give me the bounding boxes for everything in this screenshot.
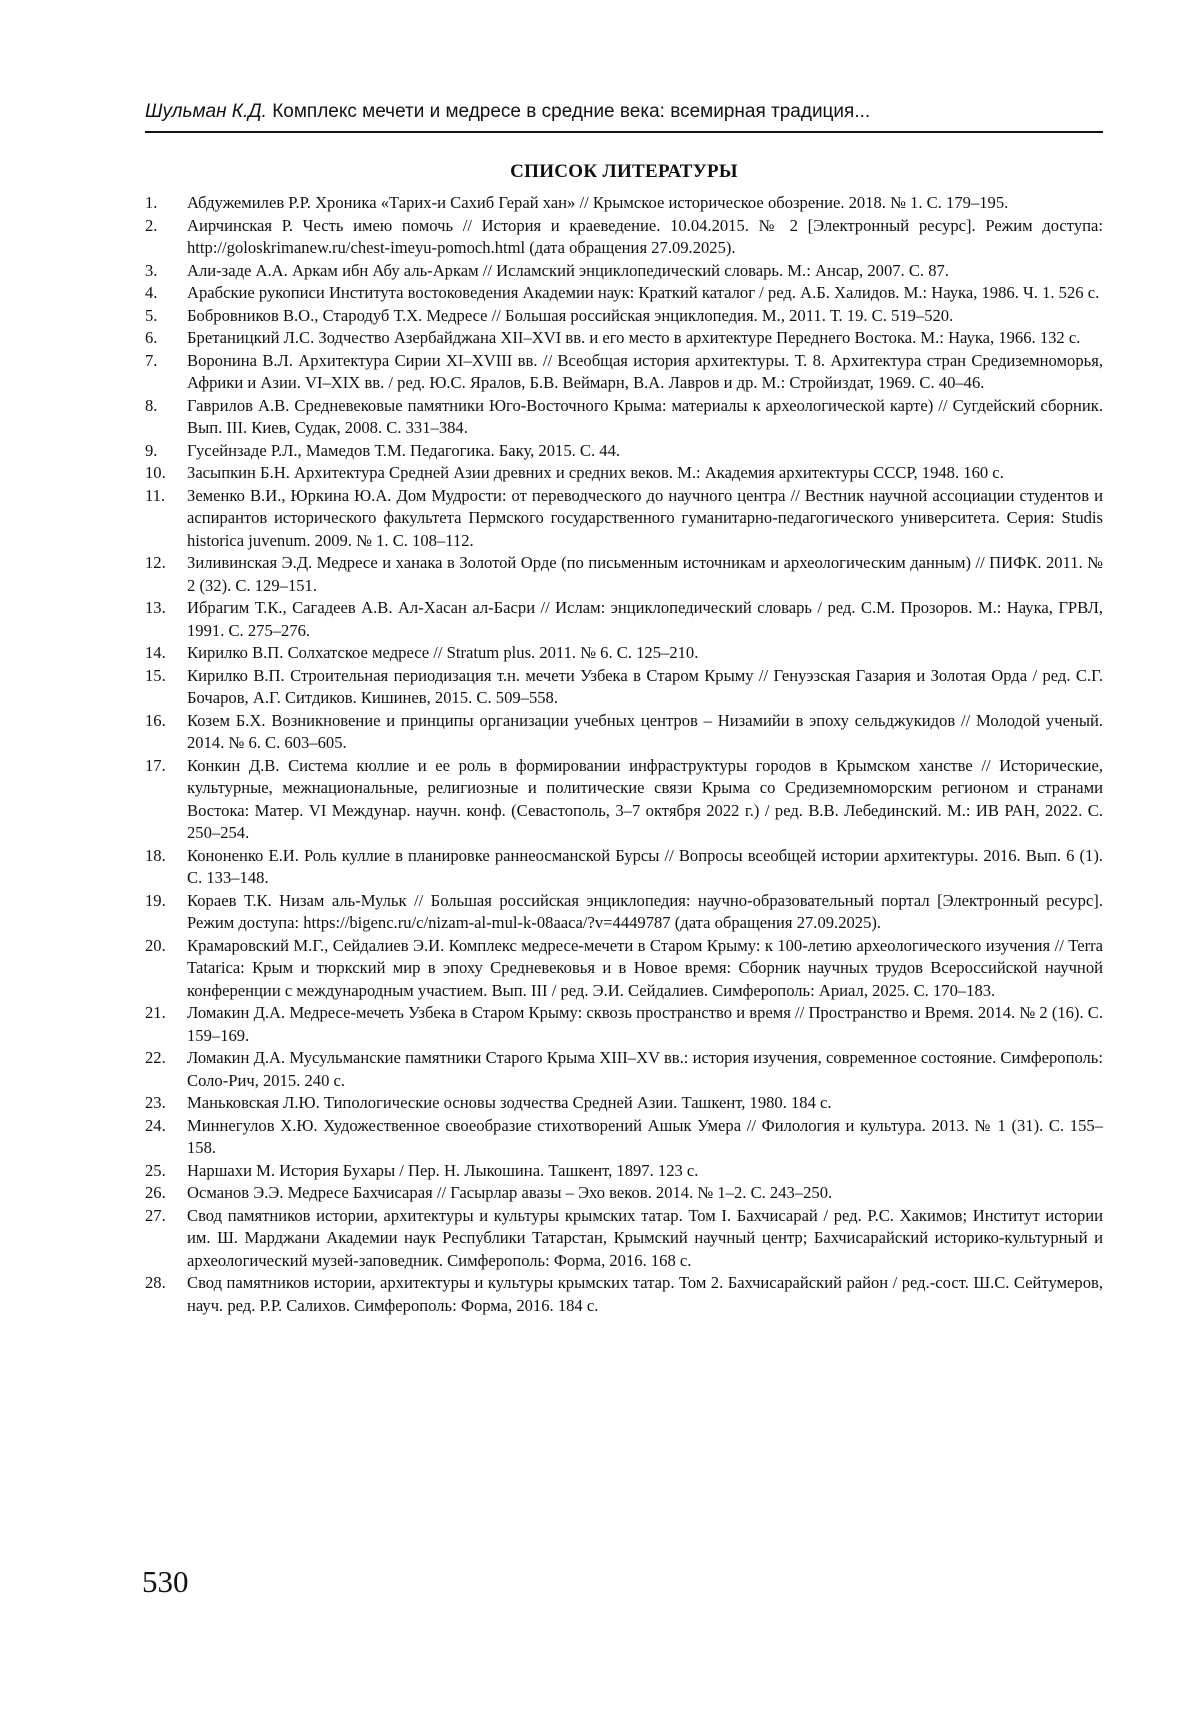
reference-number: 7. bbox=[145, 350, 158, 370]
header-author: Шульман К.Д. bbox=[145, 101, 267, 122]
reference-item bbox=[145, 1047, 1103, 1092]
reference-number: 12. bbox=[145, 553, 166, 572]
references-heading: СПИСОК ЛИТЕРАТУРЫ bbox=[510, 161, 738, 182]
reference-text: Миннегулов Х.Ю. Художественное своеобразие стихотворений Ашык Умера // Филология и культура. 2013. № 1 (31). С. 155–158. bbox=[187, 1115, 1103, 1157]
reference-item bbox=[145, 890, 1103, 935]
reference-text: Кононенко Е.И. Роль куллие в планировке раннеосманской Бурсы // Вопросы всеобщей истории архитектуры. 2016. Вып. 6 (1). С. 133–148. bbox=[187, 845, 1103, 887]
reference-text: Ибрагим Т.К., Сагадеев А.В. Ал-Хасан ал-Басри // Ислам: энциклопедический словарь / ред. С.М. Прозоров. М.: Наука, ГРВЛ, 1991. С. 275–276. bbox=[187, 598, 1103, 640]
reference-item bbox=[145, 440, 1103, 463]
reference-text: Кирилко В.П. Строительная периодизация т.н. мечети Узбека в Старом Крыму // Генуэзская Газария и Золотая Орда / ред. С.Г. Бочаров, А.Г. Ситдиков. Кишинев, 2015. С. 509–558. bbox=[187, 665, 1103, 707]
reference-number: 21. bbox=[145, 1003, 166, 1022]
reference-number: 25. bbox=[145, 1160, 166, 1180]
reference-text: Бобровников В.О., Стародуб Т.Х. Медресе // Большая российская энциклопедия. М., 2011. Т. 19. С. 519–520. bbox=[187, 305, 954, 325]
reference-item bbox=[145, 395, 1103, 440]
reference-text: Абдужемилев Р.Р. Хроника «Тарих-и Сахиб Герай хан» // Крымское историческое обозрение. 2018. № 1. С. 179–195. bbox=[187, 193, 1009, 212]
reference-number: 24. bbox=[145, 1115, 166, 1135]
reference-text: Конкин Д.В. Система кюллие и ее роль в формировании инфраструктуры городов в Крымском ханстве // Исторические, культурные, межнациональные, религиозные и политические связи Крыма со Средиземноморским регионом и странами Востока: Матер. VI Междунар. научн. конф. (Севастополь, 3–7 октября 2022 г.) / ред. В.В. Лебединский. М.: ИВ РАН, 2022. С. 250–254. bbox=[187, 755, 1103, 842]
reference-number: 4. bbox=[145, 283, 158, 302]
reference-number: 14. bbox=[145, 643, 166, 662]
reference-item bbox=[145, 1160, 1103, 1183]
reference-item bbox=[145, 192, 1103, 215]
reference-item bbox=[145, 215, 1103, 260]
reference-item bbox=[145, 1115, 1103, 1160]
reference-number: 20. bbox=[145, 935, 166, 955]
reference-item bbox=[145, 597, 1103, 642]
reference-text: Засыпкин Б.Н. Архитектура Средней Азии древних и средних веков. М.: Академия архитектуры СССР, 1948. 160 с. bbox=[187, 463, 1004, 482]
reference-number: 8. bbox=[145, 395, 158, 415]
reference-item bbox=[145, 462, 1103, 485]
reference-text: Козем Б.Х. Возникновение и принципы организации учебных центров – Низамийи в эпоху сельджукидов // Молодой ученый. 2014. № 6. С. 603–605. bbox=[187, 710, 1103, 752]
reference-text: Ломакин Д.А. Медресе-мечеть Узбека в Старом Крыму: сквозь пространство и время // Пространство и Время. 2014. № 2 (16). С. 159–169. bbox=[187, 1003, 1103, 1045]
reference-number: 23. bbox=[145, 1093, 166, 1112]
reference-text: Кирилко В.П. Солхатское медресе // Stratum plus. 2011. № 6. С. 125–210. bbox=[187, 643, 699, 662]
reference-text: Ломакин Д.А. Мусульманские памятники Старого Крыма XIII–XV вв.: история изучения, современное состояние. Симферополь: Соло-Рич, 2015. 240 с. bbox=[187, 1048, 1103, 1090]
reference-number: 1. bbox=[145, 193, 158, 212]
reference-number: 26. bbox=[145, 1183, 166, 1202]
reference-item bbox=[145, 1002, 1103, 1047]
reference-item bbox=[145, 260, 1103, 283]
reference-text: Гусейнзаде Р.Л., Мамедов Т.М. Педагогика. Баку, 2015. С. 44. bbox=[187, 440, 621, 460]
reference-number: 13. bbox=[145, 598, 166, 617]
reference-number: 22. bbox=[145, 1048, 166, 1067]
reference-item bbox=[145, 327, 1103, 350]
reference-number: 6. bbox=[145, 328, 158, 347]
reference-text: Крамаровский М.Г., Сейдалиев Э.И. Комплекс медресе-мечети в Старом Крыму: к 100-летию археологического изучения // Terra Tatarica: Крым и тюркский мир в эпоху Средневековья и в Новое время: Сборник научных трудов Всероссийской научной конференции с международным участием. Вып. III / ред. Э.И. Сейдалиев. Симферополь: Ариал, 2025. С. 170–183. bbox=[187, 935, 1103, 1000]
reference-item bbox=[145, 1272, 1103, 1317]
reference-number: 3. bbox=[145, 260, 158, 280]
reference-item bbox=[145, 935, 1103, 1003]
reference-text: Свод памятников истории, архитектуры и культуры крымских татар. Том I. Бахчисарай / ред. Р.С. Хакимов; Институт истории им. Ш. Марджани Академии наук Республики Татарстан, Крымский научный центр; Бахчисарайский историко-культурный и археологический музей-заповедник. Симферополь: Форма, 2016. 168 с. bbox=[187, 1205, 1103, 1270]
header-title: Комплекс мечети и медресе в средние века: всемирная традиция... bbox=[266, 101, 871, 122]
reference-item bbox=[145, 665, 1103, 710]
reference-number: 27. bbox=[145, 1205, 166, 1225]
reference-item bbox=[145, 1182, 1103, 1205]
reference-number: 10. bbox=[145, 463, 166, 482]
reference-text: Наршахи М. История Бухары / Пер. Н. Лыкошина. Ташкент, 1897. 123 с. bbox=[187, 1160, 699, 1180]
page-number: 530 bbox=[142, 1564, 189, 1599]
reference-text: Али-заде А.А. Аркам ибн Абу аль-Аркам // Исламский энциклопедический словарь. М.: Ансар, 2007. С. 87. bbox=[187, 260, 949, 280]
header-rule bbox=[145, 131, 1103, 133]
reference-text: Воронина В.Л. Архитектура Сирии XI–XVIII вв. // Всеобщая история архитектуры. Т. 8. Архитектура стран Средиземноморья, Африки и Азии. VI–XIX вв. / ред. Ю.С. Яралов, Б.В. Веймарн, В.А. Лавров и др. М.: Стройиздат, 1969. С. 40–46. bbox=[187, 350, 1103, 392]
reference-item bbox=[145, 485, 1103, 553]
reference-text: Кораев Т.К. Низам аль-Мульк // Большая российская энциклопедия: научно-образовательный портал [Электронный ресурс]. Режим доступа: https://bigenc.ru/c/nizam-al-mul-k-08aaca/?v=4449787 (дата обращения 27.09.2025). bbox=[187, 890, 1103, 932]
reference-number: 11. bbox=[145, 485, 166, 505]
reference-number: 28. bbox=[145, 1273, 166, 1292]
reference-item bbox=[145, 350, 1103, 395]
reference-number: 19. bbox=[145, 890, 166, 910]
running-header bbox=[145, 99, 1103, 125]
reference-number: 17. bbox=[145, 755, 166, 775]
reference-text: Бретаницкий Л.С. Зодчество Азербайджана XII–XVI вв. и его место в архитектуре Переднего Востока. М.: Наука, 1966. 132 с. bbox=[187, 328, 1081, 347]
reference-list bbox=[145, 192, 1103, 1317]
reference-text: Османов Э.Э. Медресе Бахчисарая // Гасырлар авазы – Эхо веков. 2014. № 1–2. С. 243–250. bbox=[187, 1183, 833, 1202]
reference-item bbox=[145, 642, 1103, 665]
reference-item bbox=[145, 710, 1103, 755]
reference-text: Свод памятников истории, архитектуры и культуры крымских татар. Том 2. Бахчисарайский район / ред.-сост. Ш.С. Сейтумеров, науч. ред. Р.Р. Салихов. Симферополь: Форма, 2016. 184 с. bbox=[187, 1273, 1103, 1315]
reference-item bbox=[145, 845, 1103, 890]
reference-number: 2. bbox=[145, 215, 158, 235]
reference-text: Аирчинская Р. Честь имею помочь // История и краеведение. 10.04.2015. № 2 [Электронный ресурс]. Режим доступа: http://goloskrimanew.ru/chest-imeyu-pomoch.html (дата обращения 27.09.2025). bbox=[187, 215, 1103, 257]
reference-item bbox=[145, 282, 1103, 305]
reference-text: Маньковская Л.Ю. Типологические основы зодчества Средней Азии. Ташкент, 1980. 184 с. bbox=[187, 1093, 832, 1112]
reference-number: 18. bbox=[145, 845, 166, 865]
reference-item bbox=[145, 755, 1103, 845]
reference-text: Земенко В.И., Юркина Ю.А. Дом Мудрости: от переводческого до научного центра // Вестник научной ассоциации студентов и аспирантов исторического факультета Пермского государственного гуманитарно-педагогического университета. Серия: Studis historica juvenum. 2009. № 1. С. 108–112. bbox=[187, 485, 1103, 550]
reference-item bbox=[145, 1092, 1103, 1115]
reference-item bbox=[145, 1205, 1103, 1273]
reference-text: Гаврилов А.В. Средневековые памятники Юго-Восточного Крыма: материалы к археологической карте) // Сугдейский сборник. Вып. III. Киев, Судак, 2008. С. 331–384. bbox=[187, 395, 1103, 437]
reference-text: Арабские рукописи Института востоковедения Академии наук: Краткий каталог / ред. А.Б. Халидов. М.: Наука, 1986. Ч. 1. 526 с. bbox=[187, 283, 1100, 302]
reference-item bbox=[145, 552, 1103, 597]
reference-number: 16. bbox=[145, 710, 166, 730]
reference-text: Зиливинская Э.Д. Медресе и ханака в Золотой Орде (по письменным источникам и археологическим данным) // ПИФК. 2011. № 2 (32). С. 129–151. bbox=[187, 553, 1103, 595]
reference-number: 9. bbox=[145, 440, 158, 460]
reference-item bbox=[145, 305, 1103, 328]
reference-number: 15. bbox=[145, 665, 166, 685]
reference-number: 5. bbox=[145, 305, 158, 325]
